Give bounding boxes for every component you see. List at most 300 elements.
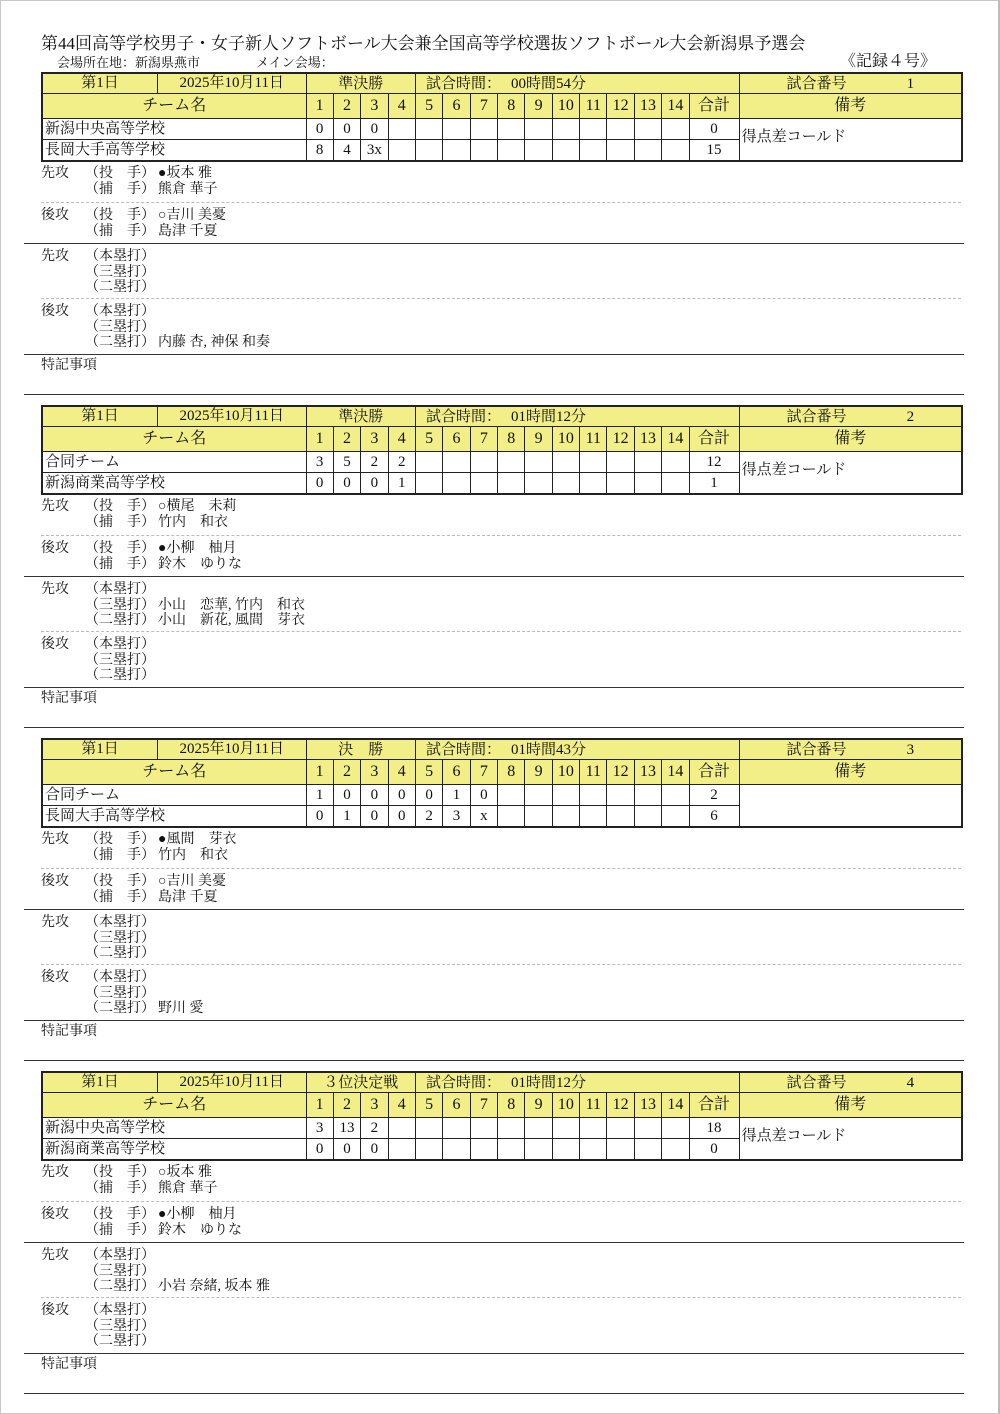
- game-number-label: 試合番号: [786, 408, 847, 425]
- game-number-label: 試合番号: [786, 741, 847, 758]
- divider: [24, 576, 964, 577]
- game-number-value: 1: [906, 75, 915, 92]
- inning-score: 0: [361, 1139, 388, 1160]
- side-label-top: 先攻: [41, 832, 69, 847]
- dashed-divider: [41, 535, 961, 536]
- inning-score: [580, 806, 607, 827]
- triple-label: （三塁打）: [85, 319, 155, 335]
- pitcher-label: （投 手）: [85, 166, 155, 181]
- inning-score: [525, 452, 552, 473]
- catcher-label: （捕 手）: [85, 847, 155, 863]
- inning-score: [525, 1118, 552, 1139]
- inning-header: 10: [552, 760, 579, 785]
- inning-score: [580, 1118, 607, 1139]
- score-table: [41, 405, 963, 495]
- remarks-header: 備考: [739, 760, 962, 785]
- inning-score: [607, 806, 634, 827]
- team-row: [42, 785, 962, 806]
- dashed-divider: [41, 631, 961, 632]
- team-total: 18: [689, 1118, 739, 1139]
- inning-header: 4: [388, 760, 415, 785]
- side-label-top: 先攻: [41, 1165, 69, 1180]
- inning-score: [634, 1118, 661, 1139]
- game-round: 決 勝: [306, 739, 415, 760]
- inning-score: 0: [306, 119, 333, 140]
- game-time: [415, 406, 739, 427]
- inning-header: 2: [333, 760, 360, 785]
- game-day-date: [42, 406, 306, 427]
- inning-score: [525, 473, 552, 494]
- inning-score: 0: [361, 785, 388, 806]
- inning-score: 2: [361, 452, 388, 473]
- top-catcher: 熊倉 華子: [158, 1180, 218, 1196]
- inning-score: 2: [415, 806, 442, 827]
- inning-header: 6: [443, 427, 470, 452]
- team-name-header: チーム名: [42, 94, 306, 119]
- inning-score: [498, 806, 525, 827]
- inning-header: 8: [498, 427, 525, 452]
- inning-score: [470, 473, 497, 494]
- inning-score: [525, 140, 552, 161]
- inning-header: 1: [306, 427, 333, 452]
- double-label: （二塁打）: [85, 668, 155, 683]
- pitcher-label: （投 手）: [85, 1207, 155, 1222]
- side-label-bottom: 後攻: [41, 1207, 69, 1222]
- catcher-label: （捕 手）: [85, 181, 155, 197]
- inning-header: 10: [552, 1093, 579, 1118]
- inning-score: [607, 473, 634, 494]
- total-header: 合計: [689, 1093, 739, 1118]
- inning-header: 5: [415, 427, 442, 452]
- inning-score: [552, 140, 579, 161]
- total-header: 合計: [689, 427, 739, 452]
- inning-header: 3: [361, 760, 388, 785]
- inning-score: [607, 119, 634, 140]
- hr-label: （本塁打）: [85, 915, 155, 930]
- inning-score: [552, 1139, 579, 1160]
- inning-score: [634, 452, 661, 473]
- inning-score: [470, 119, 497, 140]
- side-label-bottom: 後攻: [41, 208, 69, 223]
- game-round: 準決勝: [306, 406, 415, 427]
- top-double-players: 小山 新花, 風間 芽衣: [158, 613, 305, 628]
- inning-score: [498, 119, 525, 140]
- inning-score: 2: [361, 1118, 388, 1139]
- inning-score: [498, 452, 525, 473]
- game-time: [415, 739, 739, 760]
- bottom-catcher: 島津 千夏: [158, 223, 218, 239]
- inning-header: 6: [443, 760, 470, 785]
- hr-label: （本塁打）: [85, 249, 155, 264]
- inning-score: [580, 140, 607, 161]
- top-triple-players: 小山 恋華, 竹内 和衣: [158, 597, 305, 613]
- inning-score: [580, 119, 607, 140]
- inning-score: [498, 1118, 525, 1139]
- inning-score: 0: [333, 1139, 360, 1160]
- game-time: [415, 1072, 739, 1093]
- inning-score: [415, 452, 442, 473]
- inning-score: [634, 119, 661, 140]
- bottom-pitcher: ●小柳 柚月: [158, 1207, 237, 1222]
- catcher-label: （捕 手）: [85, 223, 155, 239]
- inning-score: [662, 806, 689, 827]
- game-day: 第1日: [43, 1073, 158, 1092]
- inning-score: [415, 1118, 442, 1139]
- game-time-value: 01時間43分: [510, 741, 586, 758]
- inning-score: [580, 452, 607, 473]
- inning-header: 14: [662, 760, 689, 785]
- game-time-label: 試合時間：: [425, 408, 501, 425]
- triple-label: （三塁打）: [85, 597, 155, 613]
- game-number-label: 試合番号: [786, 75, 847, 92]
- inning-header: 13: [634, 760, 661, 785]
- inning-header: 7: [470, 94, 497, 119]
- game-day-date: [42, 1072, 306, 1093]
- game-block: [1, 72, 1000, 405]
- inning-score: 0: [306, 806, 333, 827]
- inning-score: [607, 785, 634, 806]
- inning-score: [415, 140, 442, 161]
- side-label-top: 先攻: [41, 1248, 69, 1263]
- game-number-label: 試合番号: [786, 1074, 847, 1091]
- inning-header: 5: [415, 94, 442, 119]
- catcher-label: （捕 手）: [85, 1180, 155, 1196]
- team-name: 新潟中央高等学校: [42, 1118, 306, 1139]
- inning-score: 0: [306, 473, 333, 494]
- team-total: 12: [689, 452, 739, 473]
- inning-header: 4: [388, 94, 415, 119]
- inning-score: [607, 1139, 634, 1160]
- inning-score: 3: [306, 452, 333, 473]
- inning-score: 1: [443, 785, 470, 806]
- inning-score: x: [470, 806, 497, 827]
- inning-header: 11: [580, 760, 607, 785]
- catcher-label: （捕 手）: [85, 889, 155, 905]
- double-label: （二塁打）: [85, 613, 155, 628]
- double-label: （二塁打）: [85, 1001, 155, 1016]
- team-row: [42, 1118, 962, 1139]
- inning-score: 0: [361, 806, 388, 827]
- inning-header: 5: [415, 760, 442, 785]
- inning-header: 7: [470, 427, 497, 452]
- team-name: 新潟中央高等学校: [42, 119, 306, 140]
- bottom-catcher: 島津 千夏: [158, 889, 218, 905]
- triple-label: （三塁打）: [85, 652, 155, 668]
- inning-header: 2: [333, 427, 360, 452]
- inning-score: [662, 452, 689, 473]
- inning-header: 6: [443, 94, 470, 119]
- inning-score: [580, 785, 607, 806]
- game-day-date: [42, 739, 306, 760]
- inning-score: [415, 1139, 442, 1160]
- inning-score: [525, 806, 552, 827]
- total-header: 合計: [689, 94, 739, 119]
- inning-header: 8: [498, 1093, 525, 1118]
- dashed-divider: [41, 1201, 961, 1202]
- top-pitcher: ○横尾 未莉: [158, 499, 237, 514]
- score-table: [41, 72, 963, 162]
- team-row: [42, 119, 962, 140]
- inning-header: 3: [361, 1093, 388, 1118]
- triple-label: （三塁打）: [85, 985, 155, 1001]
- inning-score: [662, 119, 689, 140]
- inning-header: 10: [552, 94, 579, 119]
- side-label-top: 先攻: [41, 915, 69, 930]
- bottom-pitcher: ●小柳 柚月: [158, 541, 237, 556]
- bottom-catcher: 鈴木 ゆりな: [158, 556, 242, 572]
- inning-score: [634, 785, 661, 806]
- side-label-bottom: 後攻: [41, 304, 69, 319]
- inning-header: 10: [552, 427, 579, 452]
- bottom-double-players: 内藤 杏, 神保 和奏: [158, 335, 270, 350]
- catcher-label: （捕 手）: [85, 556, 155, 572]
- side-label-bottom: 後攻: [41, 541, 69, 556]
- hr-label: （本塁打）: [85, 637, 155, 652]
- remarks-header: 備考: [739, 427, 962, 452]
- triple-label: （三塁打）: [85, 1318, 155, 1334]
- game-block: [1, 1071, 1000, 1404]
- inning-header: 6: [443, 1093, 470, 1118]
- inning-score: [498, 140, 525, 161]
- side-label-top: 先攻: [41, 166, 69, 181]
- game-block: [1, 738, 1000, 1071]
- inning-score: 1: [388, 473, 415, 494]
- inning-score: [662, 140, 689, 161]
- top-catcher: 竹内 和衣: [158, 514, 228, 530]
- notes-label: 特記事項: [41, 1357, 97, 1372]
- team-name: 長岡大手高等学校: [42, 806, 306, 827]
- team-name-header: チーム名: [42, 427, 306, 452]
- inning-header: 2: [333, 1093, 360, 1118]
- inning-score: [634, 806, 661, 827]
- inning-score: 1: [306, 785, 333, 806]
- inning-score: [525, 1139, 552, 1160]
- team-total: 0: [689, 119, 739, 140]
- divider: [24, 354, 964, 355]
- hr-label: （本塁打）: [85, 1303, 155, 1318]
- bottom-pitcher: ○吉川 美憂: [158, 874, 226, 889]
- side-label-top: 先攻: [41, 582, 69, 597]
- inning-score: 8: [306, 140, 333, 161]
- main-venue: メイン会場：: [256, 55, 334, 70]
- inning-score: [552, 785, 579, 806]
- game-number-value: 2: [906, 408, 915, 425]
- inning-score: [443, 473, 470, 494]
- inning-score: 2: [388, 452, 415, 473]
- inning-score: [443, 1118, 470, 1139]
- inning-header: 4: [388, 1093, 415, 1118]
- game-day-date: [42, 73, 306, 94]
- inning-score: [498, 785, 525, 806]
- game-remark: 得点差コールド: [739, 452, 962, 494]
- inning-score: 0: [361, 119, 388, 140]
- inning-header: 1: [306, 94, 333, 119]
- inning-score: 0: [415, 785, 442, 806]
- top-catcher: 竹内 和衣: [158, 847, 228, 863]
- game-date: 2025年10月11日: [179, 75, 284, 91]
- inning-score: 0: [333, 119, 360, 140]
- game-time-label: 試合時間：: [425, 741, 501, 758]
- bottom-pitcher: ○吉川 美憂: [158, 208, 226, 223]
- inning-score: 4: [333, 140, 360, 161]
- game-date: 2025年10月11日: [179, 741, 284, 757]
- divider: [24, 243, 964, 244]
- inning-score: [388, 140, 415, 161]
- inning-score: [498, 1139, 525, 1160]
- top-pitcher: ●風間 芽衣: [158, 832, 237, 847]
- inning-score: [525, 785, 552, 806]
- inning-score: [662, 785, 689, 806]
- inning-score: [607, 140, 634, 161]
- team-name-header: チーム名: [42, 1093, 306, 1118]
- inning-score: 3: [443, 806, 470, 827]
- inning-score: [634, 473, 661, 494]
- inning-header: 7: [470, 1093, 497, 1118]
- double-label: （二塁打）: [85, 335, 155, 350]
- inning-score: [552, 806, 579, 827]
- inning-header: 13: [634, 1093, 661, 1118]
- inning-score: [662, 1139, 689, 1160]
- inning-score: [634, 1139, 661, 1160]
- team-total: 0: [689, 1139, 739, 1160]
- game-time-label: 試合時間：: [425, 75, 501, 92]
- side-label-top: 先攻: [41, 499, 69, 514]
- team-total: 1: [689, 473, 739, 494]
- game-time-value: 01時間12分: [510, 408, 586, 425]
- inning-score: [470, 1118, 497, 1139]
- inning-header: 3: [361, 427, 388, 452]
- page-title: 第44回高等学校男子・女子新人ソフトボール大会兼全国高等学校選抜ソフトボール大会新潟県予選会: [41, 34, 806, 53]
- divider: [24, 394, 964, 395]
- team-name-header: チーム名: [42, 760, 306, 785]
- inning-header: 2: [333, 94, 360, 119]
- record-number: 《記録４号》: [839, 53, 936, 70]
- inning-score: [415, 473, 442, 494]
- inning-header: 11: [580, 1093, 607, 1118]
- triple-label: （三塁打）: [85, 264, 155, 280]
- inning-score: 0: [306, 1139, 333, 1160]
- inning-header: 14: [662, 427, 689, 452]
- remarks-header: 備考: [739, 94, 962, 119]
- game-number-value: 4: [906, 1074, 915, 1091]
- inning-header: 13: [634, 94, 661, 119]
- team-row: [42, 452, 962, 473]
- inning-score: [470, 140, 497, 161]
- notes-label: 特記事項: [41, 1024, 97, 1039]
- top-catcher: 熊倉 華子: [158, 181, 218, 197]
- side-label-top: 先攻: [41, 249, 69, 264]
- inning-header: 4: [388, 427, 415, 452]
- pitcher-label: （投 手）: [85, 208, 155, 223]
- side-label-bottom: 後攻: [41, 1303, 69, 1318]
- inning-score: [552, 473, 579, 494]
- inning-score: [443, 1139, 470, 1160]
- divider: [24, 1060, 964, 1061]
- inning-score: [498, 473, 525, 494]
- inning-score: 0: [333, 785, 360, 806]
- divider: [24, 1242, 964, 1243]
- inning-score: [580, 473, 607, 494]
- game-day: 第1日: [43, 74, 158, 93]
- team-name: 新潟商業高等学校: [42, 1139, 306, 1160]
- inning-score: [662, 473, 689, 494]
- inning-score: [552, 119, 579, 140]
- inning-header: 9: [525, 760, 552, 785]
- game-round: ３位決定戦: [306, 1072, 415, 1093]
- dashed-divider: [41, 1297, 961, 1298]
- inning-score: [470, 452, 497, 473]
- side-label-bottom: 後攻: [41, 637, 69, 652]
- game-day: 第1日: [43, 407, 158, 426]
- top-pitcher: ○坂本 雅: [158, 1165, 212, 1180]
- inning-score: 13: [333, 1118, 360, 1139]
- game-number: [739, 1072, 962, 1093]
- inning-header: 13: [634, 427, 661, 452]
- inning-header: 12: [607, 427, 634, 452]
- score-table: [41, 738, 963, 828]
- double-label: （二塁打）: [85, 280, 155, 295]
- inning-header: 9: [525, 94, 552, 119]
- pitcher-label: （投 手）: [85, 1165, 155, 1180]
- inning-header: 9: [525, 1093, 552, 1118]
- inning-score: [470, 1139, 497, 1160]
- double-label: （二塁打）: [85, 1334, 155, 1349]
- triple-label: （三塁打）: [85, 1263, 155, 1279]
- bottom-catcher: 鈴木 ゆりな: [158, 1222, 242, 1238]
- inning-header: 1: [306, 760, 333, 785]
- inning-score: 0: [470, 785, 497, 806]
- hr-label: （本塁打）: [85, 582, 155, 597]
- top-double-players: 小岩 奈緒, 坂本 雅: [158, 1279, 270, 1294]
- inning-header: 11: [580, 94, 607, 119]
- inning-header: 9: [525, 427, 552, 452]
- double-label: （二塁打）: [85, 1279, 155, 1294]
- inning-score: 0: [333, 473, 360, 494]
- inning-score: 0: [388, 785, 415, 806]
- dashed-divider: [41, 868, 961, 869]
- game-number-value: 3: [906, 741, 915, 758]
- inning-header: 12: [607, 760, 634, 785]
- inning-header: 8: [498, 94, 525, 119]
- notes-label: 特記事項: [41, 358, 97, 373]
- inning-score: [580, 1139, 607, 1160]
- game-date: 2025年10月11日: [179, 1074, 284, 1090]
- game-time-label: 試合時間：: [425, 1074, 501, 1091]
- team-total: 6: [689, 806, 739, 827]
- team-total: 15: [689, 140, 739, 161]
- inning-score: 0: [361, 473, 388, 494]
- game-time: [415, 73, 739, 94]
- team-name: 新潟商業高等学校: [42, 473, 306, 494]
- inning-score: [634, 140, 661, 161]
- inning-score: [388, 1118, 415, 1139]
- remarks-header: 備考: [739, 1093, 962, 1118]
- game-time-value: 01時間12分: [510, 1074, 586, 1091]
- inning-header: 8: [498, 760, 525, 785]
- game-day: 第1日: [43, 740, 158, 759]
- game-remark: 得点差コールド: [739, 119, 962, 161]
- notes-label: 特記事項: [41, 691, 97, 706]
- divider: [24, 727, 964, 728]
- inning-score: 3: [306, 1118, 333, 1139]
- triple-label: （三塁打）: [85, 930, 155, 946]
- dashed-divider: [41, 202, 961, 203]
- team-name: 合同チーム: [42, 785, 306, 806]
- total-header: 合計: [689, 760, 739, 785]
- pitcher-label: （投 手）: [85, 832, 155, 847]
- dashed-divider: [41, 964, 961, 965]
- game-date: 2025年10月11日: [179, 408, 284, 424]
